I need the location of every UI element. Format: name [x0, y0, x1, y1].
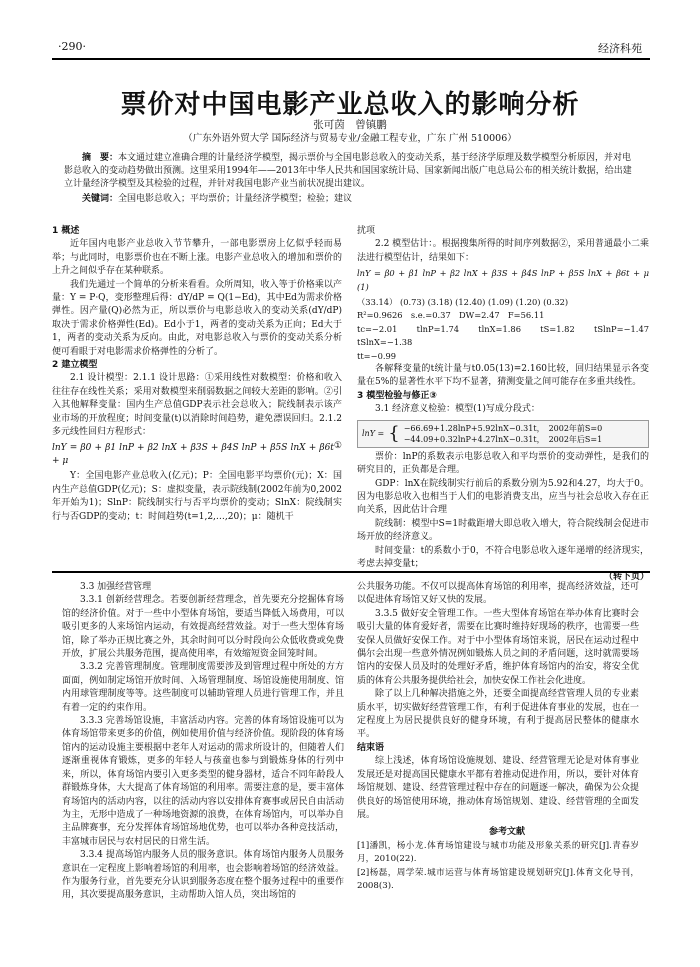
regression-equation: lnY = β0 + β1 lnP + β2 lnX + β3S + β4S lnP + β5S lnX + β6t + μ [52, 442, 334, 466]
journal-name: 经济科苑 [598, 42, 642, 55]
paragraph: 3.3.5 做好安全管理工作。一些大型体育场馆在举办体育比赛时会吸引大量的体育爱好者，需要在比赛时维持好现场的秩序，也需要一些安保人员做好安保工作。对于中小型体育场馆来说，居民在运动过程中偶尔会出现一些意外情况例如锻炼人员之间的矛盾问题，这时就需要场馆内的安保人员及时的处理好矛盾，维护体育场馆内的治安，将安全优质的体育公共服务提供给社会，加快安保工作社会化进度。 [357, 608, 639, 686]
section-3-heading: 3 模型检验与修正③ [357, 390, 438, 401]
top-left-column [52, 225, 342, 524]
estimated-equation: lnY = β0 + β1 lnP + β2 lnX + β3S + β4S lnP + β5S lnX + β6t + μ (1) [357, 268, 658, 292]
paragraph: GDP：lnX在院线制实行前后的系数分别为5.92和4.27，均大于0。因为电影总收入也相当于人们的电影消费支出，应当与社会总收入存在正向关系，因此估计合理 [357, 478, 649, 516]
piecewise-lhs: lnY = [362, 429, 385, 439]
keywords-label: 关键词： [82, 194, 119, 204]
paragraph: 2.1 设计模型：2.1.1 设计思路：①采用线性对数模型：价格和收入往往存在线性关系；采用对数模型来削弱数据之间较大差距的影响。②引入其他解释变量：国内生产总值GDP表示社会总收入；院线制表示该产业市场的开放程度；时间变量(t)以消除时间趋势，避免漂误回归。2.1.2 多元线性回归方程形式： [52, 373, 342, 438]
paragraph: 3.3.2 完善管理制度。管理制度需要涉及到管理过程中所处的方方面面，例如制定场馆开放时间、入场管理制度、场馆设施使用制度、馆内用球管理制度等等。这些制度可以辅助管理人员进行管理工作，并且有着一定的约束作用。 [62, 662, 344, 713]
paragraph: 综上浅述，体育场馆设施规划、建设、经营管理无论是对体育事业发展还是对提高国民健康水平都有着推动促进作用，所以，要针对体育场馆规划、建设、经营管理过程中存在的问题逐一解决，确保为公众提供良好的场馆使用环境，推动体育场馆规划、建设、经营管理的全面发展。 [357, 756, 639, 820]
t-statistics: tc=−2.01 tlnP=1.74 tlnX=1.86 tS=1.82 tSlnP=−1.47 tSlnX=−1.38 [357, 323, 658, 348]
section-1-heading: 1 概述 [52, 226, 80, 236]
section-divider [52, 571, 650, 573]
bottom-left-column [62, 581, 344, 903]
t-statistics: tt=−0.99 [357, 350, 397, 361]
paragraph: 2.2 模型估计：。根据搜集所得的时间序列数据②，采用普通最小二乘法进行模型估计，结果如下： [357, 239, 649, 263]
header-rule [52, 58, 650, 60]
paragraph: 扰项 [357, 226, 376, 236]
paragraph: Y：全国电影产业总收入(亿元)；P：全国电影平均票价(元)；X：国内生产总值GDP(亿元)；S：虚拟变量，表示院线制(2002年前为0,2002年开始为1)；SlnP：院线制实行与否平均票价的变动；SlnX：院线制实行与否GDP的变动；t：时间趋势(t=1,2,…,20)；μ：随机干 [52, 471, 342, 522]
page-number: ·290· [58, 40, 86, 53]
equation-number: ① [333, 440, 342, 451]
top-right-column [357, 225, 658, 585]
reference-item: [2]杨磊，周学荣.城市运营与体育场馆建设规划研究[J].体育文化导刊，2008(3). [357, 867, 639, 891]
bottom-right-column [357, 581, 639, 893]
paragraph: 近年国内电影产业总收入节节攀升，一部电影票房上亿似乎轻而易举；与此同时，电影票价也在不断上涨。电影产业总收入的增加和票价的上升之间似乎存在某种联系。 [52, 239, 342, 277]
conclusion-heading: 结束语 [357, 742, 385, 753]
paragraph: 3.3.1 创新经营理念。若要创新经营理念，首先要充分挖掘体育场馆的经济价值。对于一些中小型体育场馆，要适当降低入场费用，可以吸引更多的人来场馆内运动，有效提高经营效益。对于一些大型体育场馆，除了举办正规比赛之外，其余时间可以分时段向公众低收费或免费开放，扩展公共服务范围，提高使用率，有效缩短资金回笼时间。 [62, 595, 344, 660]
abstract-text: 本文通过建立准确合理的计量经济学模型，揭示票价与全国电影总收入的变动关系，基于经济学原理及数学模型分析原因，并对电影总收入的变动趋势做出预测。这里采用1994年——2013年中华人民共和国国家统计局、国家新闻出版广电总局公布的相关统计数据，给出建立计量经济学模型及其检验的过程，并针对我国电影产业当前状况提出建议。 [64, 153, 632, 189]
piecewise-case-1: −66.69+1.28lnP+5.92lnX−0.31t， 2002年前S=0 [403, 423, 603, 433]
abstract [64, 152, 640, 191]
standard-errors: （33.14） (0.73) (3.18) (12.40) (1.09) (1.20) (0.32) [357, 297, 569, 308]
paragraph: 各解释变量的t统计量与t0.05(13)=2.160比较，回归结果显示各变量在5%的显著性水平下均不显著，猜测变量之间可能存在多重共线性。 [357, 364, 649, 388]
paragraph: 除了以上几种解决措施之外，还要全面提高经营管理人员的专业素质水平，切实做好经营管理工作，有利于促进体育事业的发展，也在一定程度上为居民提供良好的健身环境，有利于提高居民整体的健康水平。 [357, 689, 639, 740]
brace: { [388, 423, 400, 445]
affiliation: （广东外语外贸大学 国际经济与贸易专业/金融工程专业，广东 广州 510006） [183, 133, 517, 144]
equation-row [52, 440, 342, 471]
section-2-heading: 2 建立模型 [52, 360, 98, 371]
piecewise-case-2: −44.09+0.32lnP+4.27lnX−0.31t， 2002年后S=1 [403, 434, 603, 444]
paragraph: 院线制：模型中S=1时截距增大即总收入增大，符合院线制会促进市场开放的经济意义。 [357, 518, 649, 543]
paragraph: 3.1 经济意义检验：模型(1)写成分段式： [375, 404, 540, 415]
paragraph: 3.3.4 提高场馆内服务人员的服务意识。体育场馆内服务人员服务意识在一定程度上影响着场馆的利用率，也会影响着场馆的经济效益。作为服务行业，首先要充分认识到服务态度在整个服务过程中的重要作用，其次要提高服务意识，主动帮助入馆人员，突出场馆的 [62, 850, 344, 901]
paragraph: 3.3.3 完善场馆设施，丰富活动内容。完善的体育场馆设施可以为体育场馆带来更多的价值，例如使用价值与经济价值。现阶段的体育场馆内的运动设施主要根据中老年人对运动的需求所设计的，但随着人们逐渐重视体育锻炼，更多的年轻人与孩童也参与到锻炼身体的行列中来，所以，体育场馆内要引入更多类型的健身器材，适合不同年龄段人群锻炼身体，大大提高了体育场馆的利用率。需要注意的是，要丰富体育场馆内的活动内容，以往的活动内容以安排体育赛事或居民自由活动为主，无形中造成了一种场地资源的浪费，在体育场馆内，可以举办自主品牌赛事，充分发挥体育场馆场地优势，也可以举办各种竞技活动，丰富城市居民与农村居民的日常生活。 [62, 716, 344, 847]
paragraph: 公共服务功能。不仅可以提高体育场馆的利用率，提高经济效益，还可以促进体育场馆又好又快的发展。 [357, 582, 639, 606]
paragraph: 票价：lnP的系数表示电影总收入和平均票价的变动弹性，是我们的研究目的，正负都是合理。 [357, 451, 649, 476]
references-heading: 参考文献 [488, 827, 525, 838]
authors: 张可茵 曾镇鹏 [313, 119, 387, 131]
keywords-text: 全国电影总收入；平均票价；计量经济学模型；检验；建议 [118, 194, 353, 204]
subheading: 3.3 加强经营管理 [80, 582, 152, 592]
piecewise-equation [357, 420, 649, 448]
keywords [64, 193, 640, 206]
paragraph: 我们先通过一个简单的分析来看看。众所周知，收入等于价格乘以产量：Y = P·Q，变形整理后得：dY/dP = Q(1−Ed)，其中Ed为需求价格弹性。因产量(Q)必然为正，所以票价与电影总收入的变动关系(dY/dP)取决于需求价格弹性(Ed)。Ed小于1，两者的变动关系为正向；Ed大于1，两者的变动关系为反向。由此，对电影总收入与票价的变动关系分析便可看眼于对电影需求价格弹性的分析了。 [52, 279, 342, 357]
continued-note: （转下页） [603, 572, 649, 583]
reference-item: [1]潘凯，杨小龙.体育场馆建设与城市功能及形象关系的研究[J].青春岁月，2010(22). [357, 840, 639, 865]
abstract-label: 摘 要： [82, 153, 119, 163]
piecewise-cases [404, 423, 603, 445]
paragraph: 时间变量：t的系数小于0，不符合电影总收入逐年递增的经济现实，考虑去掉变量t； [357, 545, 649, 569]
fit-statistics: R²=0.9626 s.e.=0.37 DW=2.47 F=56.11 [357, 310, 545, 321]
paper-title: 票价对中国电影产业总收入的影响分析 [120, 90, 580, 120]
